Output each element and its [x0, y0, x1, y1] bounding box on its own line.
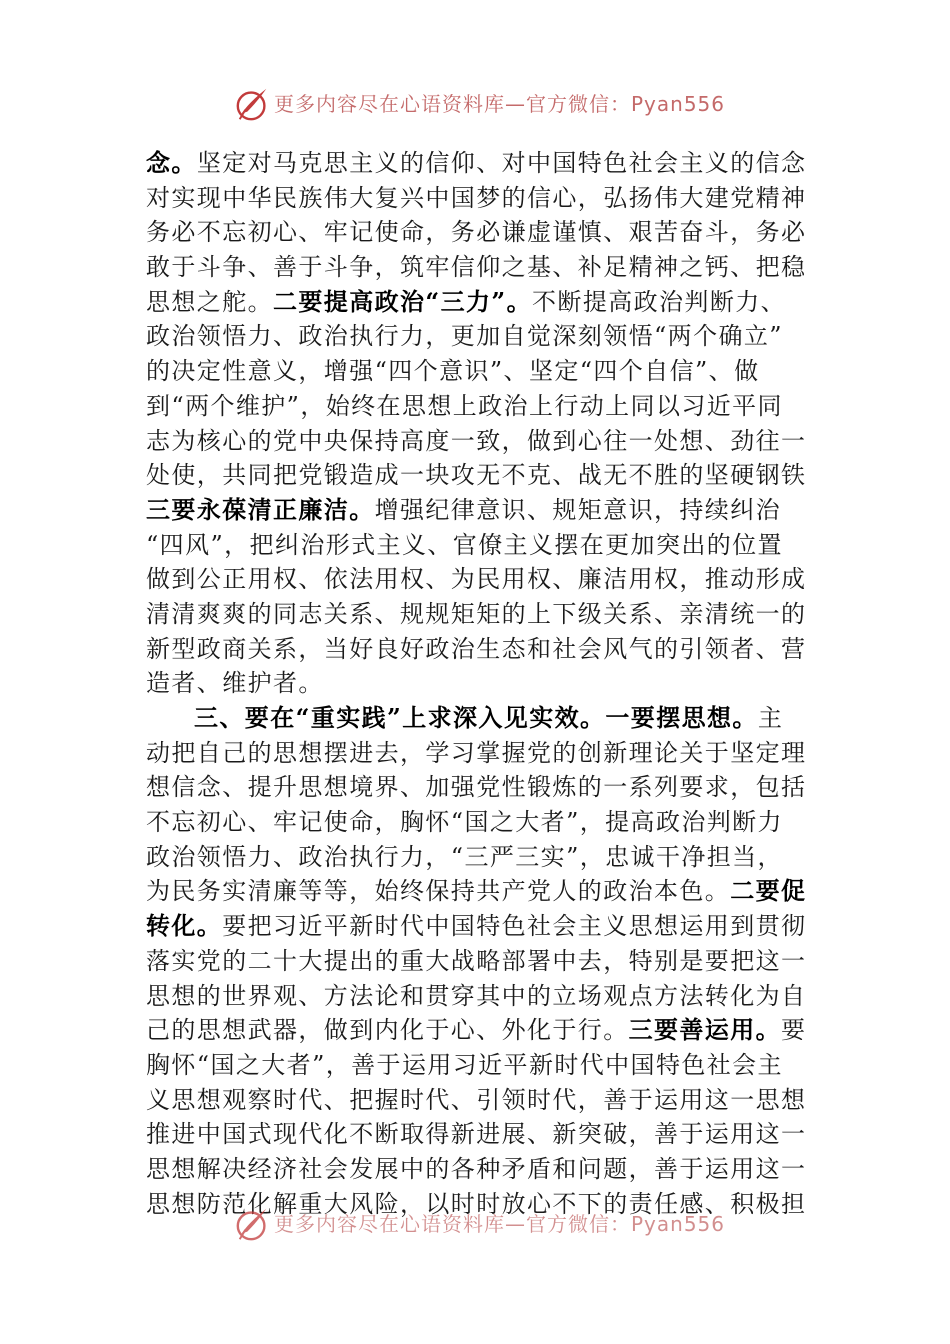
text-line: [146, 701, 810, 736]
text-segment: 政治领悟力、政治执行力，更加自觉深刻领悟“两个确立”: [146, 322, 783, 351]
text-line: [146, 909, 810, 944]
text-line: [146, 1152, 810, 1187]
text-segment: 清清爽爽的同志关系、规规矩矩的上下级关系、亲清统一的: [146, 599, 807, 628]
text-line: [146, 736, 810, 771]
bold-text-segment: 二要提高政治“三力”。: [273, 286, 533, 316]
text-line: [146, 354, 810, 389]
text-segment: 主: [757, 704, 784, 732]
footer-watermark: [234, 1204, 725, 1244]
text-segment: 敢于斗争、善于斗争，筑牢信仰之基、补足精神之钙、把稳: [146, 253, 807, 282]
header-watermark: [234, 84, 725, 124]
text-line: [146, 389, 810, 424]
text-segment: 思想之舵。: [146, 287, 273, 316]
footer-watermark-text: 更多内容尽在心语资料库—官方微信：Pyan556: [274, 1212, 726, 1236]
text-line: [146, 146, 810, 181]
text-line: [146, 285, 810, 320]
text-segment: 政治领悟力、政治执行力，“三严三实”，忠诚干净担当，: [146, 842, 783, 871]
text-line: [146, 1013, 810, 1048]
text-line: [146, 805, 810, 840]
text-line: [146, 597, 810, 632]
text-segment: 要把习近平新时代中国特色社会主义思想运用到贯彻: [222, 912, 807, 941]
bold-text-segment: 三要永葆清正廉洁。: [146, 494, 375, 524]
text-segment: 处使，共同把党锻造成一块攻无不克、战无不胜的坚硬钢铁: [146, 461, 807, 490]
text-segment: 落实党的二十大提出的重大战略部署中去，特别是要把这一: [146, 946, 807, 975]
text-segment: 做到公正用权、依法用权、为民用权、廉洁用权，推动形成: [146, 565, 807, 594]
text-segment: 义思想观察时代、把握时代、引领时代，善于运用这一思想: [146, 1085, 807, 1114]
text-line: [146, 1117, 810, 1152]
text-line: [146, 944, 810, 979]
text-segment: 到“两个维护”，始终在思想上政治上行动上同以习近平同: [146, 391, 783, 420]
text-line: [146, 770, 810, 805]
text-segment: 为民务实清廉等等，始终保持共产党人的政治本色。: [146, 877, 731, 906]
text-line: [146, 493, 810, 528]
text-segment: “四风”，把纠治形式主义、官僚主义摆在更加突出的位置: [146, 530, 783, 559]
text-segment: 坚定对马克思主义的信仰、对中国特色社会主义的信念: [196, 149, 807, 177]
document-body: [146, 146, 810, 1221]
bold-text-segment: 二要促: [730, 876, 807, 906]
text-segment: 动把自己的思想摆进去，学习掌握党的创新理论关于坚定理: [146, 738, 807, 767]
bold-text-segment: 三要善运用。: [628, 1015, 782, 1045]
header-watermark-text: 更多内容尽在心语资料库—官方微信：Pyan556: [274, 92, 726, 116]
text-segment: 对实现中华民族伟大复兴中国梦的信心，弘扬伟大建党精神: [146, 183, 807, 212]
text-segment: 务必不忘初心、牢记使命，务必谦虚谨慎、艰苦奋斗，务必: [146, 218, 807, 247]
text-segment: 思想的世界观、方法论和贯穿其中的立场观点方法转化为自: [146, 981, 807, 1010]
text-line: [146, 424, 810, 459]
text-segment: 要: [781, 1016, 807, 1045]
text-line: [146, 632, 810, 667]
text-segment: 思想解决经济社会发展中的各种矛盾和问题，善于运用这一: [146, 1154, 807, 1183]
quill-seal-logo-icon: [234, 85, 272, 123]
bold-text-segment: 念。: [146, 148, 197, 177]
text-segment: 思想防范化解重大风险，以时时放心不下的责任感、积极担: [146, 1189, 807, 1218]
text-segment: 推进中国式现代化不断取得新进展、新突破，善于运用这一: [146, 1120, 807, 1149]
text-line: [146, 666, 810, 701]
text-segment: 新型政商关系，当好良好政治生态和社会风气的引领者、营: [146, 634, 807, 663]
quill-seal-logo-icon: [234, 1205, 272, 1243]
text-line: [146, 458, 810, 493]
text-line: [146, 528, 810, 563]
text-segment: 造者、维护者。: [146, 669, 324, 698]
text-segment: 胸怀“国之大者”，善于运用习近平新时代中国特色社会主: [146, 1050, 783, 1079]
text-line: [146, 319, 810, 354]
text-line: [146, 1048, 810, 1083]
text-line: [146, 250, 810, 285]
text-line: [146, 979, 810, 1014]
bold-text-segment: 转化。: [146, 911, 223, 941]
text-line: [146, 181, 810, 216]
text-line: [146, 215, 810, 250]
text-segment: 志为核心的党中央保持高度一致，做到心往一处想、劲往一: [146, 426, 807, 455]
text-line: [146, 562, 810, 597]
text-line: [146, 840, 810, 875]
text-segment: 的决定性意义，增强“四个意识”、坚定“四个自信”、做: [146, 357, 760, 386]
bold-text-segment: 三、要在“重实践”上求深入见实效。一要摆思想。: [194, 703, 758, 732]
text-segment: 不忘初心、牢记使命，胸怀“国之大者”，提高政治判断力: [146, 808, 783, 837]
text-line: [146, 1083, 810, 1118]
text-segment: 想信念、提升思想境界、加强党性锻炼的一系列要求，包括: [146, 773, 807, 802]
text-segment: 己的思想武器，做到内化于心、外化于行。: [146, 1016, 629, 1045]
text-segment: 不断提高政治判断力、: [532, 287, 787, 316]
text-segment: 增强纪律意识、规矩意识，持续纠治: [374, 495, 782, 524]
text-line: [146, 874, 810, 909]
